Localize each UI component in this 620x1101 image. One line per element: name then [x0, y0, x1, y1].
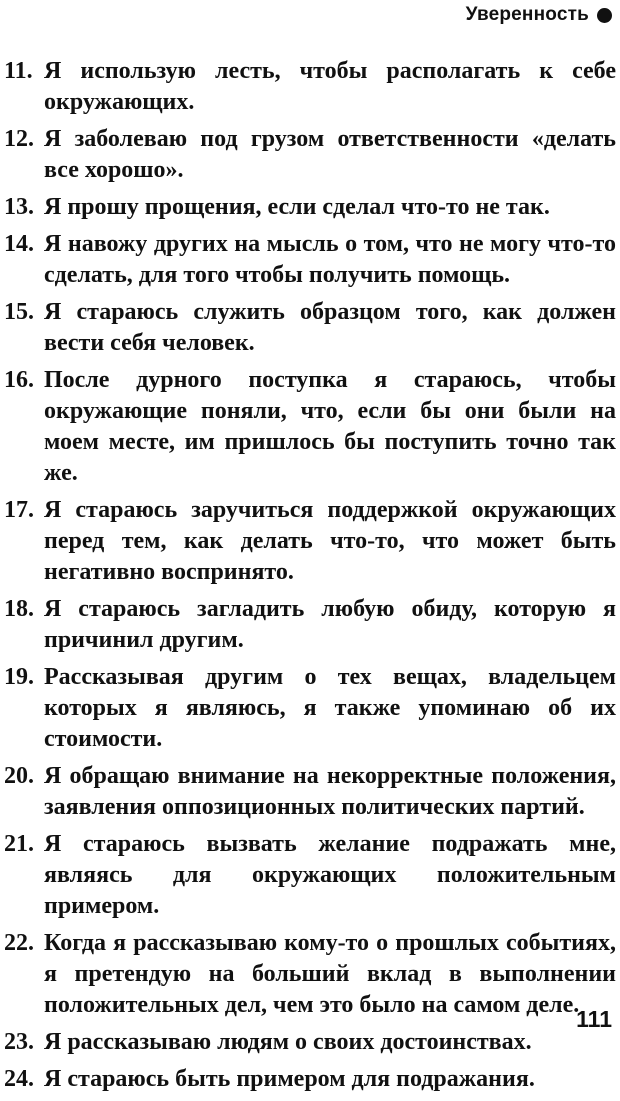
item-text: Когда я рассказываю кому-то о прошлых событиях, я претендую на больший вклад в выполнении положительных дел, чем это было на самом деле. [44, 930, 616, 1018]
list-item [4, 56, 616, 118]
list-item [4, 761, 616, 823]
item-text: Я обращаю внимание на некорректные положения, заявления оппозиционных политических партий. [44, 763, 616, 820]
item-text: Я прошу прощения, если сделал что-то не так. [44, 194, 550, 220]
item-number: 16. [4, 367, 34, 393]
item-text: Я заболеваю под грузом ответственности «делать все хорошо». [44, 126, 616, 183]
list-item [4, 928, 616, 1021]
item-text: Я стараюсь служить образцом того, как должен вести себя человек. [44, 299, 616, 356]
item-number: 12. [4, 126, 34, 152]
running-head [466, 4, 612, 26]
running-head-title: Уверенность [465, 4, 589, 25]
list-item [4, 297, 616, 359]
item-number: 15. [4, 299, 34, 325]
list-item [4, 1064, 616, 1095]
list-item [4, 229, 616, 291]
item-number: 19. [4, 664, 34, 690]
item-text: Рассказывая другим о тех вещах, владельцем которых я являюсь, я также упоминаю об их стоимости. [44, 664, 616, 752]
item-number: 23. [4, 1029, 34, 1055]
item-text: Я стараюсь быть примером для подражания. [44, 1066, 535, 1092]
list-item [4, 495, 616, 588]
questionnaire-list [4, 56, 616, 1101]
item-number: 11. [4, 58, 33, 84]
list-item [4, 594, 616, 656]
page-number: 111 [576, 1006, 612, 1032]
item-text: Я стараюсь заручиться поддержкой окружающих перед тем, как делать что-то, что может быть негативно воспринято. [44, 497, 616, 585]
item-text: После дурного поступка я стараюсь, чтобы окружающие поняли, что, если бы они были на моем месте, им пришлось бы поступить точно так же. [44, 367, 616, 486]
item-number: 17. [4, 497, 34, 523]
item-text: Я использую лесть, чтобы располагать к себе окружающих. [44, 58, 616, 115]
item-number: 13. [4, 194, 34, 220]
list-item [4, 829, 616, 922]
item-number: 21. [4, 831, 34, 857]
item-number: 14. [4, 231, 34, 257]
item-text: Я стараюсь загладить любую обиду, которую я причинил другим. [44, 596, 616, 653]
list-item [4, 124, 616, 186]
filled-circle-icon [597, 8, 612, 23]
item-text: Я стараюсь вызвать желание подражать мне, являясь для окружающих положительным примером. [44, 831, 616, 919]
list-item [4, 192, 616, 223]
item-number: 24. [4, 1066, 34, 1092]
item-number: 20. [4, 763, 34, 789]
item-text: Я рассказываю людям о своих достоинствах. [44, 1029, 532, 1055]
item-number: 18. [4, 596, 34, 622]
list-item [4, 365, 616, 489]
list-item [4, 662, 616, 755]
list-item [4, 1027, 616, 1058]
item-text: Я навожу других на мысль о том, что не могу что-то сделать, для того чтобы получить помощь. [44, 231, 616, 288]
item-number: 22. [4, 930, 34, 956]
